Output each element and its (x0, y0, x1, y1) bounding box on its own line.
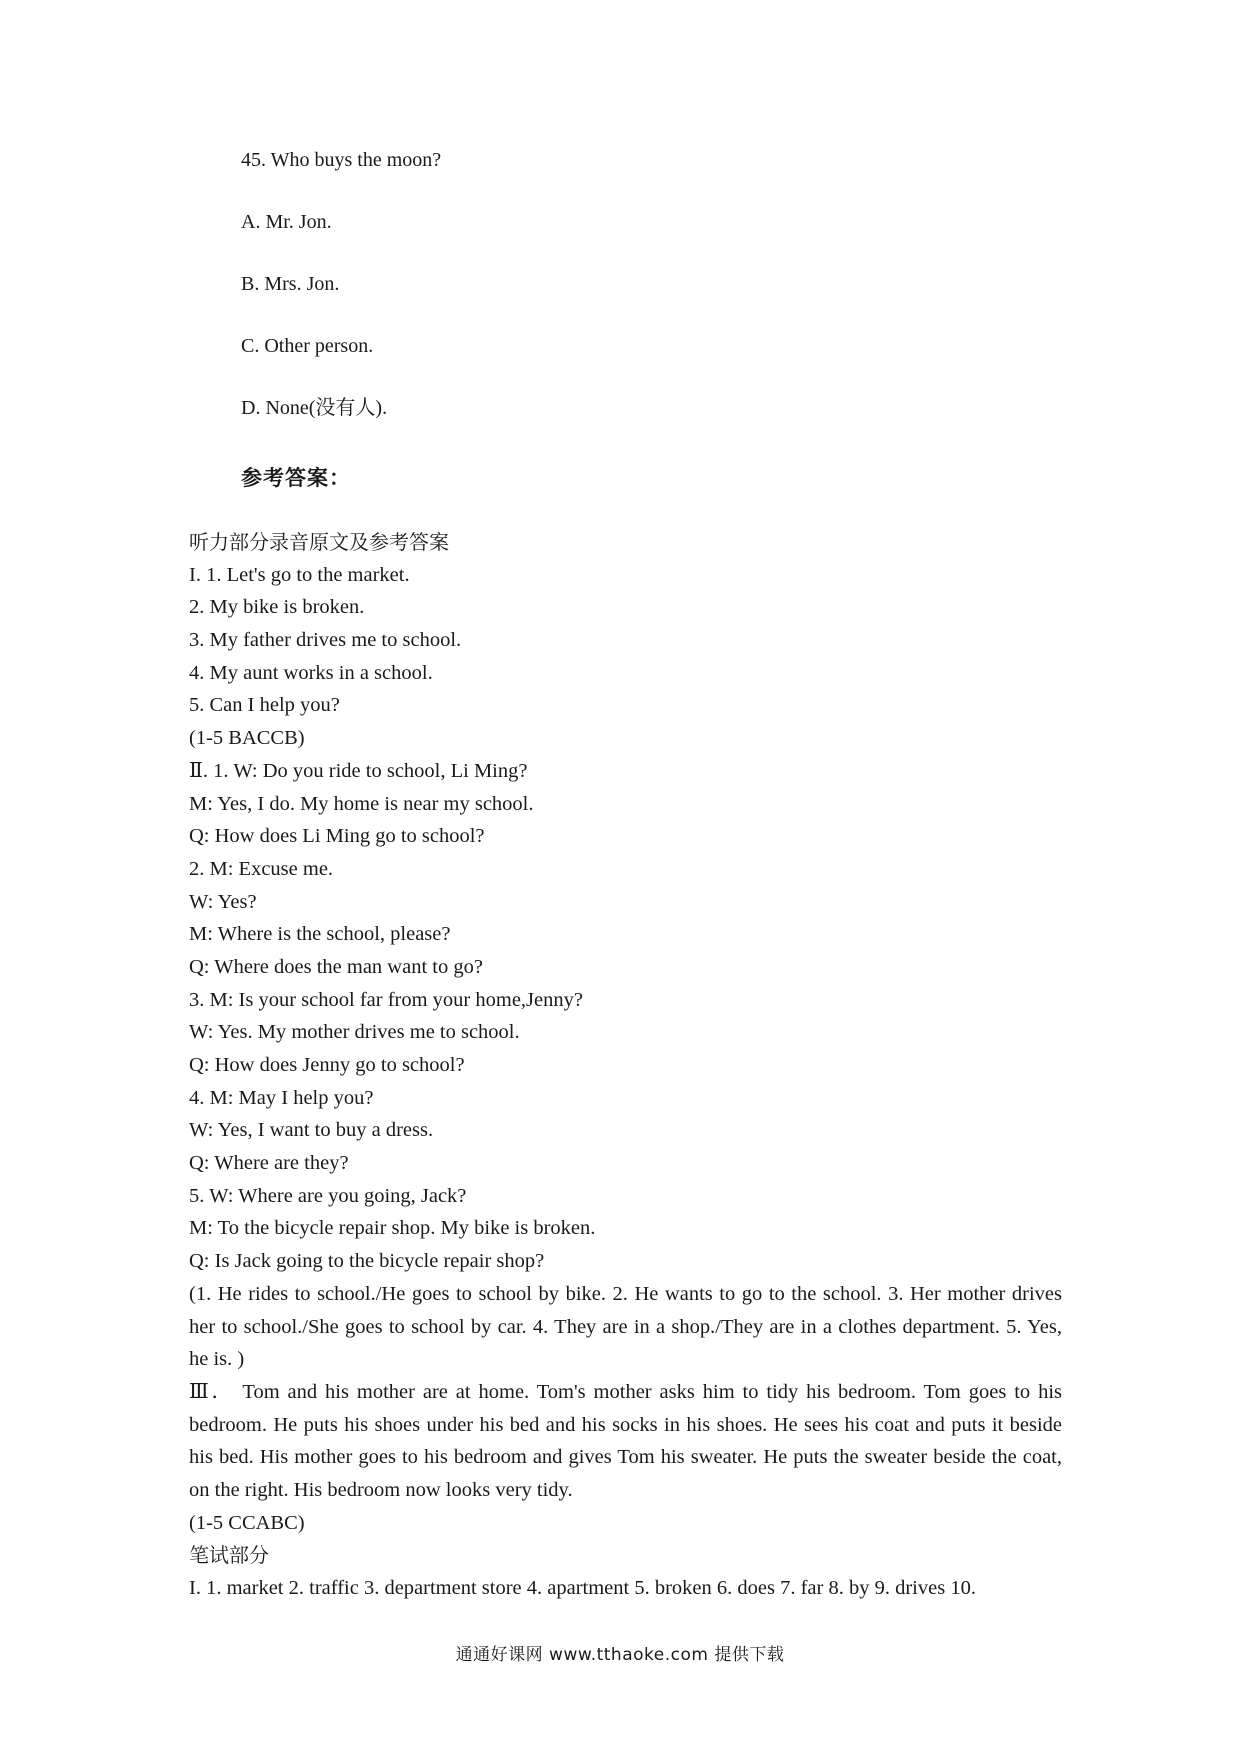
part2-line: Q: Where are they? (189, 1152, 349, 1175)
written-part1: I. 1. market 2. traffic 3. department store 4. apartment 5. broken 6. does 7. far 8. by 9. drives 10. (189, 1577, 976, 1600)
part2-line: Q: How does Jenny go to school? (189, 1054, 465, 1076)
part2-line: 3. M: Is your school far from your home,Jenny? (189, 988, 583, 1011)
part1-line: 3. My father drives me to school. (189, 629, 462, 652)
answer-body (189, 526, 1062, 1605)
answer-heading: 参考答案： (241, 466, 351, 490)
part1-answers: (1-5 BACCB) (189, 727, 305, 750)
part2-line: Ⅱ. 1. W: Do you ride to school, Li Ming? (189, 759, 528, 782)
part2-line: M: Yes, I do. My home is near my school. (189, 792, 534, 815)
part2-line: 4. M: May I help you? (189, 1086, 374, 1109)
part1-line: 4. My aunt works in a school. (189, 661, 433, 684)
part2-line: Q: Is Jack going to the bicycle repair shop? (189, 1250, 545, 1273)
part2-line: Q: How does Li Ming go to school? (189, 825, 485, 848)
part2-line: W: Yes, I want to buy a dress. (189, 1119, 434, 1142)
part2-line: M: To the bicycle repair shop. My bike is broken. (189, 1217, 596, 1240)
part2-line: W: Yes? (189, 890, 257, 913)
option-b: B. Mrs. Jon. (241, 273, 340, 295)
written-title: 笔试部分 (189, 1543, 269, 1568)
part1-line: I. 1. Let's go to the market. (189, 563, 410, 586)
part2-answers: (1. He rides to school./He goes to school by bike. 2. He wants to go to the school. 3. Her mother drives her to school./She goes to school by car. 4. They are in a shop./They are in a clothes department. 5. Yes, he is. ) (189, 1282, 1062, 1371)
option-d: D. None(没有人). (241, 397, 388, 419)
question-stem: 45. Who buys the moon? (241, 149, 442, 171)
part3-answers: (1-5 CCABC) (189, 1511, 305, 1534)
part2-line: W: Yes. My mother drives me to school. (189, 1021, 520, 1044)
footer-credit: 通通好课网 www.tthaoke.com 提供下载 (455, 1645, 785, 1665)
part3-passage: Ⅲ． Tom and his mother are at home. Tom's mother asks him to tidy his bedroom. Tom goes to his bedroom. He puts his shoes under his bed and his socks in his shoes. He sees his coat and puts it beside his bed. His mother goes to his bedroom and gives Tom his sweater. He puts the sweater beside the coat, on the right. His bedroom now looks very tidy. (189, 1380, 1062, 1502)
part2-line: Q: Where does the man want to go? (189, 955, 483, 978)
option-c: C. Other person. (241, 335, 374, 357)
option-a: A. Mr. Jon. (241, 211, 332, 233)
part1-line: 5. Can I help you? (189, 694, 340, 717)
part1-line: 2. My bike is broken. (189, 596, 365, 619)
part2-line: 5. W: Where are you going, Jack? (189, 1184, 467, 1207)
part2-line: 2. M: Excuse me. (189, 857, 334, 880)
question-45 (241, 148, 441, 458)
listening-title: 听力部分录音原文及参考答案 (189, 530, 449, 554)
part2-line: M: Where is the school, please? (189, 923, 451, 946)
